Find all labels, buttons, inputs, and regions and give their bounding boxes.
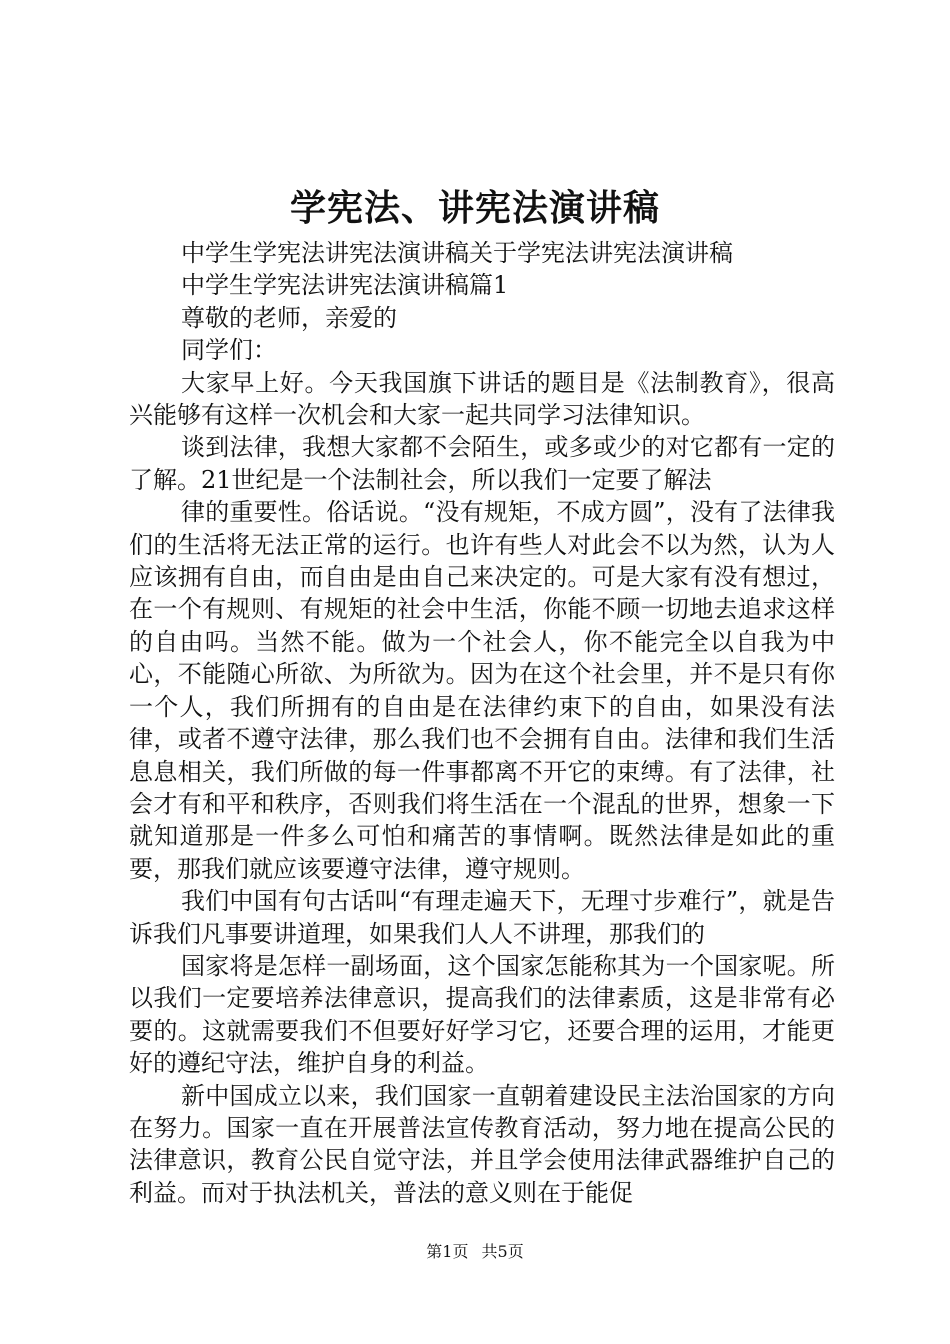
paragraph: 谈到法律，我想大家都不会陌生，或多或少的对它都有一定的了解。21世纪是一个法制社会，所以我们一定要了解法 — [129, 433, 835, 494]
page-total: 共5页 — [481, 1242, 524, 1261]
paragraph: 国家将是怎样一副场面，这个国家怎能称其为一个国家呢。所以我们一定要培养法律意识，提高我们的法律素质，这是非常有必要的。这就需要我们不但要好好学习它，还要合理的运用，才能更好的遵纪守法，维护自身的利益。 — [129, 951, 835, 1078]
page-footer — [0, 1242, 950, 1262]
paragraph: 新中国成立以来，我们国家一直朝着建设民主法治国家的方向在努力。国家一直在开展普法宣传教育活动，努力地在提高公民的法律意识，教育公民自觉守法，并且学会使用法律武器维护自己的利益。而对于执法机关，普法的意义则在于能促 — [129, 1081, 835, 1207]
paragraph: 中学生学宪法讲宪法演讲稿篇1 — [181, 271, 509, 300]
paragraph: 尊敬的老师，亲爱的 — [181, 303, 397, 332]
document-title: 学宪法、讲宪法演讲稿 — [289, 187, 660, 229]
paragraph: 律的重要性。俗话说。“没有规矩，不成方圆”，没有了法律我们的生活将无法正常的运行。也许有些人对此会不以为然，认为人应该拥有自由，而自由是由自己来决定的。可是大家有没有想过，在一个有规则、有规矩的社会中生活，你能不顾一切地去追求这样的自由吗。当然不能。做为一个社会人，你不能完全以自我为中心，不能随心所欲、为所欲为。因为在这个社会里，并不是只有你一个人，我们所拥有的自由是在法律约束下的自由，如果没有法律，或者不遵守法律，那么我们也不会拥有自由。法律和我们生活息息相关，我们所做的每一件事都离不开它的束缚。有了法律，社会才有和平和秩序，否则我们将生活在一个混乱的世界，想象一下就知道那是一件多么可怕和痛苦的事情啊。既然法律是如此的重要，那我们就应该要遵守法律，遵守规则。 — [129, 498, 835, 883]
page-number: 第1页 — [426, 1242, 469, 1261]
document-body — [129, 237, 835, 1209]
paragraph: 大家早上好。今天我国旗下讲话的题目是《法制教育》，很高兴能够有这样一次机会和大家一起共同学习法律知识。 — [129, 368, 835, 430]
paragraph: 我们中国有句古话叫“有理走遍天下，无理寸步难行”，就是告诉我们凡事要讲道理，如果我们人人不讲理，那我们的 — [129, 887, 835, 948]
paragraph: 同学们： — [181, 336, 277, 365]
paragraph: 中学生学宪法讲宪法演讲稿关于学宪法讲宪法演讲稿 — [181, 239, 733, 267]
